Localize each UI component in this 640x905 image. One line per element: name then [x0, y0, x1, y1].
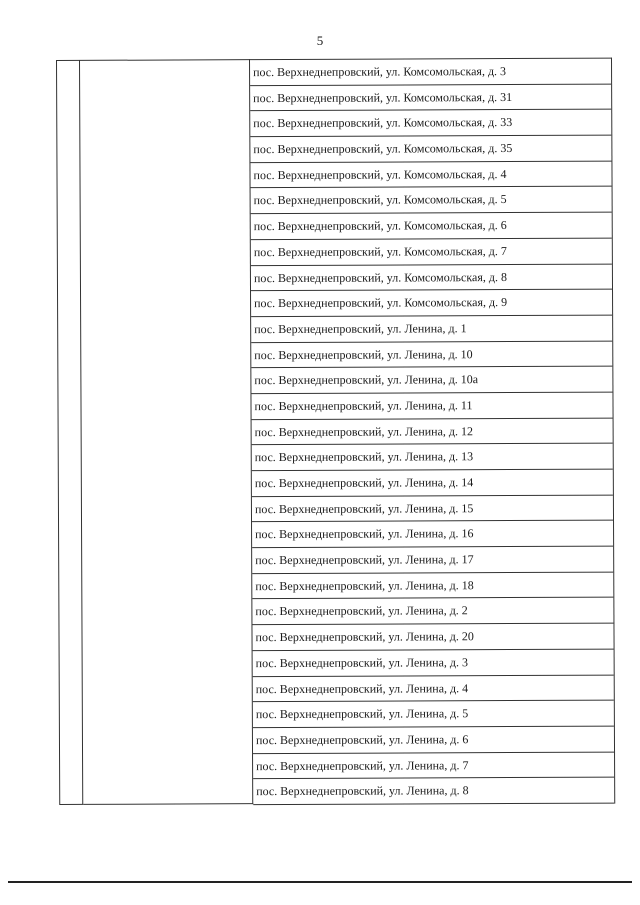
- address-row: пос. Верхнеднепровский, ул. Ленина, д. 8: [253, 778, 614, 805]
- address-row: пос. Верхнеднепровский, ул. Комсомольская, д. 9: [251, 290, 612, 317]
- table-column-number: [56, 60, 83, 805]
- table-column-addresses: [250, 58, 615, 806]
- address-row: пос. Верхнеднепровский, ул. Ленина, д. 1: [251, 315, 612, 342]
- address-row: пос. Верхнеднепровский, ул. Комсомольская, д. 7: [251, 238, 612, 265]
- address-row: пос. Верхнеднепровский, ул. Ленина, д. 18: [252, 572, 613, 599]
- address-row: пос. Верхнеднепровский, ул. Комсомольская, д. 4: [250, 161, 611, 188]
- address-row: пос. Верхнеднепровский, ул. Ленина, д. 4: [253, 675, 614, 702]
- address-table: [56, 58, 615, 806]
- address-row: пос. Верхнеднепровский, ул. Ленина, д. 15: [252, 495, 613, 522]
- address-row: пос. Верхнеднепровский, ул. Ленина, д. 13: [252, 444, 613, 471]
- address-row: пос. Верхнеднепровский, ул. Комсомольская, д. 31: [250, 84, 611, 111]
- address-row: пос. Верхнеднепровский, ул. Ленина, д. 20: [252, 624, 613, 651]
- address-row: пос. Верхнеднепровский, ул. Ленина, д. 6: [253, 726, 614, 753]
- address-row: пос. Верхнеднепровский, ул. Ленина, д. 5: [253, 701, 614, 728]
- address-row: пос. Верхнеднепровский, ул. Ленина, д. 14: [252, 470, 613, 497]
- address-row: пос. Верхнеднепровский, ул. Комсомольская, д. 3: [250, 59, 611, 86]
- page-bottom-rule: [8, 881, 632, 883]
- address-row: пос. Верхнеднепровский, ул. Комсомольская, д. 35: [250, 136, 611, 163]
- address-row: пос. Верхнеднепровский, ул. Комсомольская, д. 5: [251, 187, 612, 214]
- address-row: пос. Верхнеднепровский, ул. Ленина, д. 10: [251, 341, 612, 368]
- address-row: пос. Верхнеднепровский, ул. Ленина, д. 11: [251, 393, 612, 420]
- page-number: 5: [316, 33, 324, 48]
- address-row: пос. Верхнеднепровский, ул. Комсомольская, д. 33: [250, 110, 611, 137]
- table-column-name: [80, 59, 253, 805]
- address-row: пос. Верхнеднепровский, ул. Ленина, д. 16: [252, 521, 613, 548]
- address-row: пос. Верхнеднепровский, ул. Ленина, д. 3: [253, 649, 614, 676]
- address-row: пос. Верхнеднепровский, ул. Ленина, д. 17: [252, 547, 613, 574]
- address-row: пос. Верхнеднепровский, ул. Ленина, д. 10а: [251, 367, 612, 394]
- address-row: пос. Верхнеднепровский, ул. Комсомольская, д. 8: [251, 264, 612, 291]
- address-row: пос. Верхнеднепровский, ул. Ленина, д. 2: [252, 598, 613, 625]
- address-row: пос. Верхнеднепровский, ул. Ленина, д. 7: [253, 752, 614, 779]
- address-row: пос. Верхнеднепровский, ул. Ленина, д. 12: [252, 418, 613, 445]
- address-row: пос. Верхнеднепровский, ул. Комсомольская, д. 6: [251, 213, 612, 240]
